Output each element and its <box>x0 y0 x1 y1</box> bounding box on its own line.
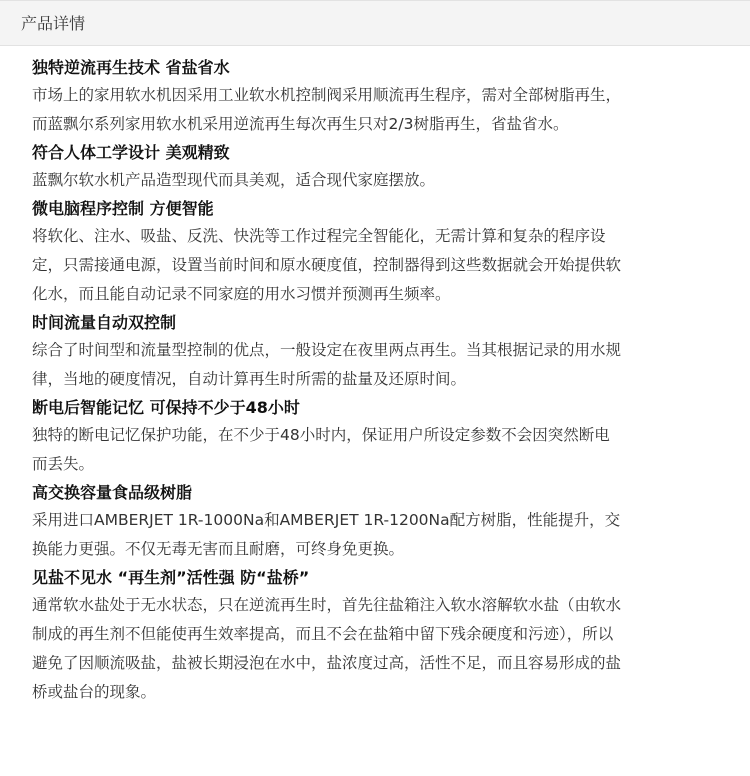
section-body: 市场上的家用软水机因采用工业软水机控制阀采用顺流再生程序，需对全部树脂再生，而蓝飘尔系列家用软水机采用逆流再生每次再生只对2/3树脂再生，省盐省水。 <box>32 86 622 133</box>
feature-section <box>32 480 622 564</box>
feature-section <box>32 196 622 309</box>
section-body: 将软化、注水、吸盐、反洗、快洗等工作过程完全智能化，无需计算和复杂的程序设定，只需接通电源，设置当前时间和原水硬度值，控制器得到这些数据就会开始提供软化水，而且能自动记录不同家庭的用水习惯并预测再生频率。 <box>32 227 622 303</box>
section-title: 高交换容量食品级树脂 <box>32 483 193 502</box>
section-body: 通常软水盐处于无水状态，只在逆流再生时，首先往盐箱注入软水溶解软水盐（由软水制成的再生剂不但能使再生效率提高，而且不会在盐箱中留下残余硬度和污迹），所以避免了因顺流吸盐，盐被长期浸泡在水中，盐浓度过高，活性不足，而且容易形成的盐桥或盐台的现象。 <box>32 596 622 701</box>
section-title: 断电后智能记忆 可保持不少于48小时 <box>32 398 300 417</box>
feature-section <box>32 565 622 707</box>
product-details <box>32 55 622 708</box>
section-body: 综合了时间型和流量型控制的优点，一般设定在夜里两点再生。当其根据记录的用水规律，当地的硬度情况，自动计算再生时所需的盐量及还原时间。 <box>32 341 622 388</box>
section-title: 微电脑程序控制 方便智能 <box>32 199 214 218</box>
section-body: 独特的断电记忆保护功能，在不少于48小时内，保证用户所设定参数不会因突然断电而丢失。 <box>32 426 610 473</box>
section-title: 时间流量自动双控制 <box>32 313 177 332</box>
feature-section <box>32 140 622 195</box>
feature-section <box>32 310 622 394</box>
header-bar <box>0 0 750 46</box>
section-title: 符合人体工学设计 美观精致 <box>32 143 230 162</box>
feature-section <box>32 395 622 479</box>
section-title: 独特逆流再生技术 省盐省水 <box>32 58 230 77</box>
feature-section <box>32 55 622 139</box>
section-body: 蓝飘尔软水机产品造型现代而具美观，适合现代家庭摆放。 <box>32 171 436 189</box>
section-body: 采用进口AMBERJET 1R-1000Na和AMBERJET 1R-1200Na配方树脂，性能提升，交换能力更强。不仅无毒无害而且耐磨，可终身免更换。 <box>32 511 621 558</box>
page-title: 产品详情 <box>21 14 86 33</box>
section-title: 见盐不见水 “再生剂”活性强 防“盐桥” <box>32 568 310 587</box>
